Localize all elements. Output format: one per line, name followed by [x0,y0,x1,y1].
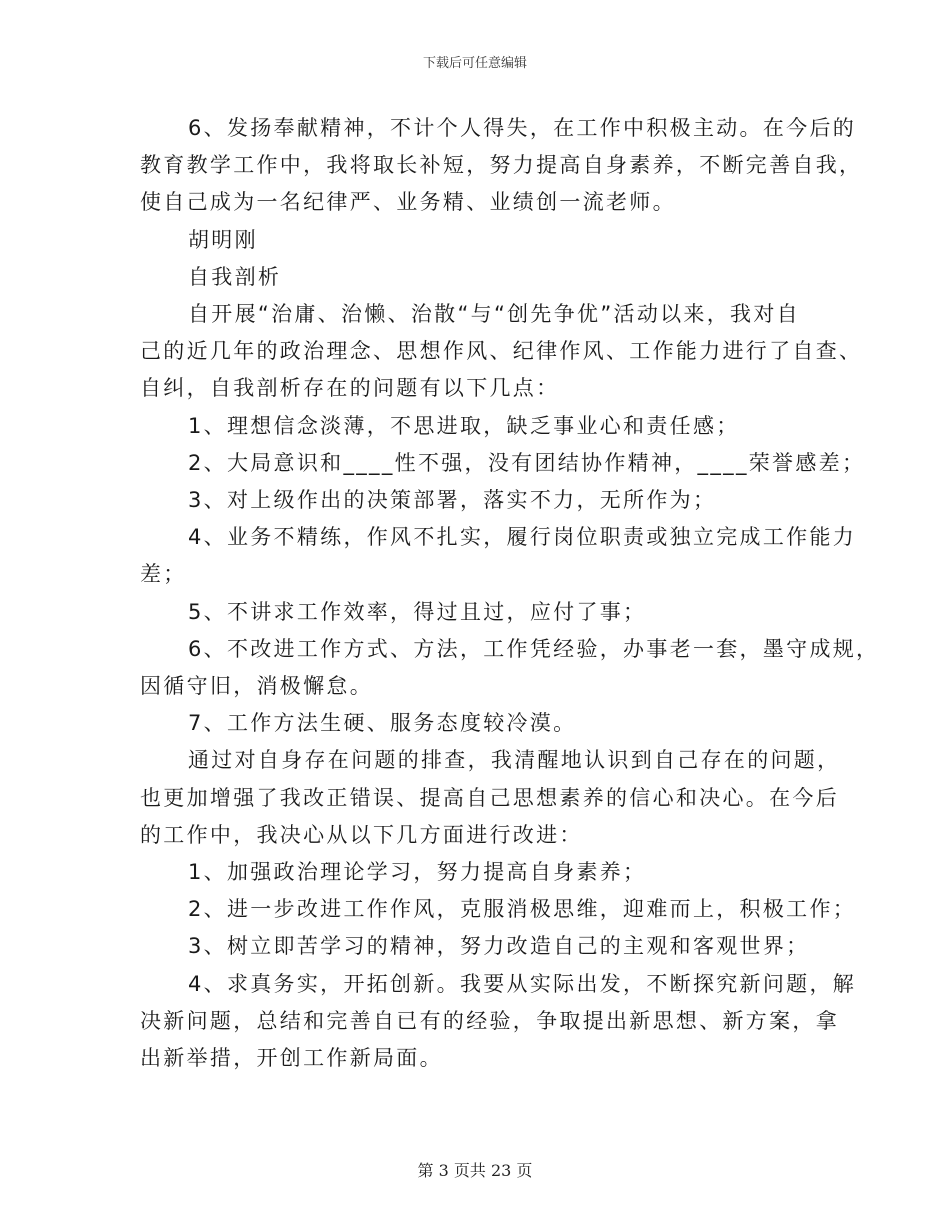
list-item: 7、工作方法生硬、服务态度较冷漠。 [188,711,577,735]
paragraph-line: 己的近几年的政治理念、思想作风、纪律作风、工作能力进行了自查、 [140,339,863,363]
list-item-continuation: 出新举措，开创工作新局面。 [140,1046,443,1070]
paragraph-line: 通过对自身存在问题的排查，我清醒地认识到自己存在的问题， [188,748,841,772]
list-item: 4、业务不精练，作风不扎实，履行岗位职责或独立完成工作能力 [188,525,857,549]
page-header: 下载后可任意编辑 [422,56,527,71]
list-item-continuation: 因循守旧，消极懈怠。 [140,674,373,698]
paragraph-line: 自开展“治庸、治懒、治散“与“创先争优”活动以来，我对自 [188,302,800,326]
list-item: 1、理想信念淡薄，不思进取，缺乏事业心和责任感； [188,414,740,438]
paragraph-line: 6、发扬奉献精神，不计个人得失，在工作中积极主动。在今后的 [188,116,857,140]
list-item: 4、求真务实，开拓创新。我要从实际出发，不断探究新问题，解 [188,972,857,996]
list-item: 2、进一步改进工作作风，克服消极思维，迎难而上，积极工作； [188,897,857,921]
section-title: 自我剖析 [188,265,282,289]
paragraph-line: 的工作中，我决心从以下几方面进行改进： [140,823,583,847]
list-item: 3、对上级作出的决策部署，落实不力，无所作为； [188,488,717,512]
list-item: 2、大局意识和____性不强，没有团结协作精神，____荣誉感差； [188,451,866,475]
list-item: 3、树立即苦学习的精神，努力改造自己的主观和客观世界； [188,934,810,958]
author-name: 胡明刚 [188,228,258,252]
list-item: 5、不讲求工作效率，得过且过，应付了事； [188,600,647,624]
paragraph-line: 教育教学工作中，我将取长补短，努力提高自身素养，不断完善自我， [140,153,863,177]
list-item: 1、加强政治理论学习，努力提高自身素养； [188,860,647,884]
paragraph-line: 使自己成为一名纪律严、业务精、业绩创一流老师。 [140,190,676,214]
list-item-continuation: 差； [140,562,187,586]
paragraph-line: 也更加增强了我改正错误、提高自己思想素养的信心和决心。在今后 [140,786,839,810]
list-item-continuation: 决新问题，总结和完善自已有的经验，争取提出新思想、新方案，拿 [140,1009,839,1033]
page-footer: 第 3 页共 23 页 [417,1161,533,1180]
paragraph-line: 自纠，自我剖析存在的问题有以下几点： [140,376,560,400]
list-item: 6、不改进工作方式、方法，工作凭经验，办事老一套，墨守成规， [188,637,880,661]
